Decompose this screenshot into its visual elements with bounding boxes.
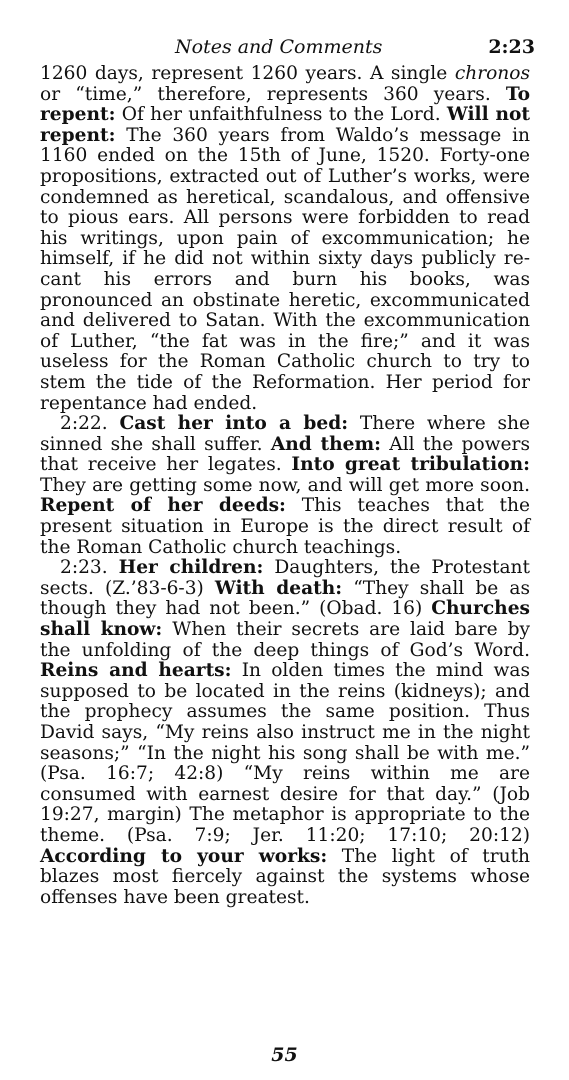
chapter-verse-ref: 2:23 bbox=[488, 36, 535, 58]
text-run: 1260 days, represent 1260 years. A single bbox=[40, 63, 455, 84]
text-run: The light of truth blazes most fiercely against the systems whose offenses have been greatest. bbox=[40, 845, 531, 908]
text-run: 2:22. bbox=[60, 413, 120, 435]
bold-term: With death: bbox=[214, 577, 343, 599]
paragraph-continuation bbox=[40, 64, 530, 414]
text-run: “They shall be as though they had not been.” (Obad. 16) bbox=[40, 577, 530, 620]
running-title: Notes and Comments bbox=[175, 36, 383, 58]
text-run: 2:23. bbox=[60, 557, 119, 579]
bold-term: Repent of her deeds: bbox=[40, 495, 286, 517]
text-run: The 360 years from Waldo’s message in 1160 ended on the 15th of June, 1520. Forty-one propositions, extracted out of Luther’s works, were condemned as heretical, scandalous, and offensive to pious ears. All persons were forbidden to read his writings, upon pain of excommunication; he himself, if he did not within sixty days publicly recant his errors and burn his books, was pronounced an obstinate heretic, excommunicated and delivered to Satan. With the excommunication of Luther, “the fat was in the fire;” and it was useless for the Roman Catholic church to try to stem the tide of the Reformation. Her period for repentance had ended. bbox=[40, 124, 530, 414]
text-run: They are getting some now, and will get more soon. bbox=[40, 474, 530, 496]
page-body bbox=[40, 64, 530, 908]
bold-term: And them: bbox=[270, 433, 382, 455]
text-run: There where she sinned she shall suffer. bbox=[40, 413, 531, 455]
bold-term: Churches shall know: bbox=[40, 598, 530, 641]
bold-term: Cast her into a bed: bbox=[119, 413, 349, 435]
text-run: Of her unfaithfulness to the Lord. bbox=[115, 104, 447, 126]
text-run: or “time,” therefore, represents 360 years. bbox=[40, 83, 506, 105]
running-header bbox=[40, 36, 535, 64]
paragraph-verse-2-23 bbox=[40, 558, 530, 908]
paragraph-verse-2-22 bbox=[40, 414, 530, 558]
bold-term: Into great tribulation: bbox=[291, 454, 530, 476]
bold-term: Will not repent: bbox=[40, 104, 530, 146]
text-run: All the powers that receive her legates. bbox=[40, 433, 530, 476]
bold-term: According to your works: bbox=[40, 845, 328, 867]
text-run: This teaches that the present situation in Europe is the direct result of the Roman Catholic church teachings. bbox=[40, 495, 530, 558]
bold-term: Reins and hearts: bbox=[40, 660, 232, 682]
text-run: When their secrets are laid bare by the unfolding of the deep things of God’s Word. bbox=[40, 619, 530, 661]
page-number: 55 bbox=[271, 1044, 298, 1066]
bold-term: Her children: bbox=[118, 557, 264, 579]
italic-term: chronos bbox=[454, 63, 530, 84]
text-run: Daughters, the Protestant sects. (Z.’83-6-3) bbox=[40, 557, 530, 599]
bold-term: To repent: bbox=[40, 83, 530, 126]
text-run: In olden times the mind was supposed to be located in the reins (kidneys); and the prophecy assumes the same position. Thus David says, “My reins also instruct me in the night seasons;” “In the night his song shall be with me.” (Psa. 16:7; 42:8) “My reins within me are consumed with earnest desire for that day.” (Job 19:27, margin) The metaphor is appropriate to the theme. (Psa. 7:9; Jer. 11:20; 17:10; 20:12) bbox=[40, 660, 530, 846]
